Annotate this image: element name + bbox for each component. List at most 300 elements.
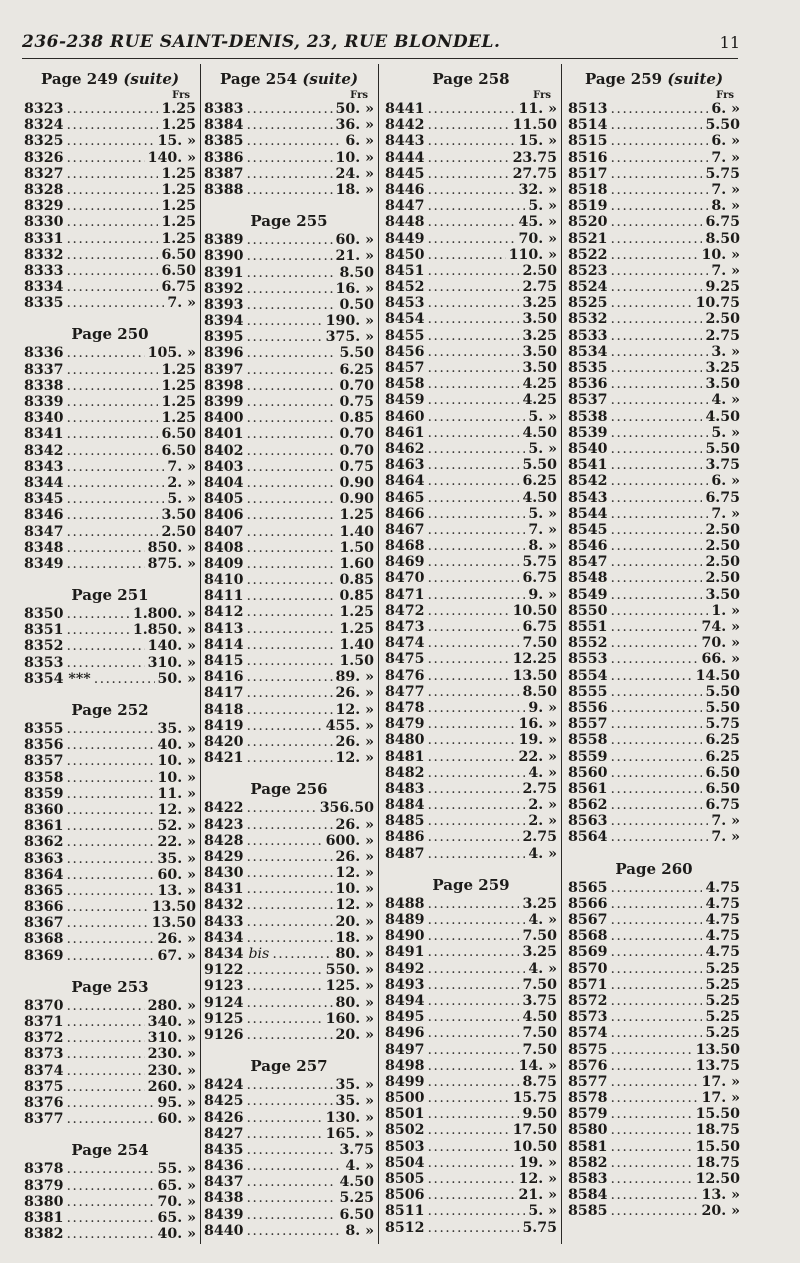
price-entry (24, 556, 196, 572)
price-value: 4.75 (705, 879, 740, 896)
lot-number: 8513 (568, 101, 608, 117)
price-entry (385, 846, 557, 862)
leader-dots (247, 362, 337, 378)
leader-dots (67, 1210, 155, 1226)
price-entry (24, 770, 196, 786)
price-entry (568, 668, 740, 684)
lot-number: 8435 (204, 1141, 244, 1158)
section-heading: Page 250 (71, 325, 149, 344)
price-value: 3.50 (522, 311, 557, 328)
lot-number: 8405 (204, 491, 244, 508)
lot-number: 8421 (204, 750, 244, 767)
lot-number: 8383 (204, 101, 244, 117)
price-value: 4.75 (705, 895, 740, 912)
price-entry (568, 1155, 740, 1171)
lot-number: 8441 (385, 101, 425, 117)
leader-dots (67, 426, 159, 442)
section-heading: Page 259 (suite) (584, 70, 724, 88)
leader-dots (247, 540, 337, 556)
lot-number: 9123 (204, 978, 244, 995)
lot-number: 8515 (568, 133, 608, 150)
price-entry (568, 473, 740, 489)
lot-number: 8330 (24, 214, 64, 231)
price-entry (24, 475, 196, 491)
price-value: 6.50 (705, 764, 740, 781)
leader-dots (428, 182, 516, 198)
leader-dots (611, 977, 703, 993)
price-entry (24, 1226, 196, 1242)
price-value: 6. » (711, 473, 740, 490)
price-value: 23.75 (512, 149, 557, 166)
price-entry (204, 962, 374, 978)
price-value: 6.75 (522, 570, 557, 587)
lot-number: 8472 (385, 602, 425, 619)
price-value: 600. » (325, 832, 374, 849)
lot-number: 8391 (204, 264, 244, 281)
price-value: 5. » (711, 424, 740, 441)
section-spacer (24, 964, 196, 972)
price-value: 3.25 (522, 944, 557, 961)
price-entry (385, 295, 557, 311)
leader-dots (611, 896, 703, 912)
leader-dots (611, 716, 703, 732)
price-entry (385, 1155, 557, 1171)
lot-number: 8571 (568, 976, 608, 993)
leader-dots (247, 150, 333, 166)
price-value: 5. » (528, 198, 557, 215)
lot-number: 8466 (385, 505, 425, 522)
price-entry (568, 506, 740, 522)
leader-dots (611, 829, 709, 845)
price-value: 5.25 (705, 1025, 740, 1042)
leader-dots (611, 117, 703, 133)
price-value: 7. » (711, 829, 740, 846)
price-value: 1.25 (161, 377, 196, 394)
price-value: 15.75 (512, 1090, 557, 1107)
lot-number: 9125 (204, 1010, 244, 1027)
price-entry (568, 896, 740, 912)
price-entry (568, 944, 740, 960)
price-value: 4. » (528, 764, 557, 781)
lot-number: 8570 (568, 960, 608, 977)
leader-dots (247, 1011, 323, 1027)
price-value: 15. » (157, 133, 196, 150)
currency-label: Frs (716, 90, 734, 101)
leader-dots (247, 995, 333, 1011)
leader-dots (247, 1142, 337, 1158)
price-entry (568, 716, 740, 732)
price-entry (24, 540, 196, 556)
leader-dots (247, 702, 333, 718)
price-entry (568, 263, 740, 279)
price-entry (568, 1203, 740, 1219)
price-entry (568, 1090, 740, 1106)
lot-number: 8479 (385, 716, 425, 733)
leader-dots (67, 1194, 155, 1210)
leader-dots (67, 1161, 155, 1177)
price-entry (568, 1009, 740, 1025)
price-entry (204, 604, 374, 620)
price-value: 1.25 (161, 181, 196, 198)
leader-dots (428, 603, 510, 619)
lot-number: 8360 (24, 801, 64, 818)
price-entry (568, 570, 740, 586)
currency-label: Frs (533, 90, 551, 101)
lot-number: 8343 (24, 458, 64, 475)
price-value: 1.25 (339, 620, 374, 637)
leader-dots (247, 897, 333, 913)
section-heading: Page 254 (suite) (219, 70, 359, 88)
leader-dots (247, 833, 323, 849)
price-entry (204, 702, 374, 718)
leader-dots (428, 912, 526, 928)
price-entry (568, 409, 740, 425)
section-heading: Page 260 (615, 859, 693, 878)
price-entry (204, 849, 374, 865)
price-value: 340. » (147, 1014, 196, 1030)
price-value: 70. » (518, 230, 557, 247)
price-entry (24, 899, 196, 915)
section-heading: Page 249 (suite) (40, 70, 180, 88)
price-entry (204, 1077, 374, 1093)
price-value: 2.50 (705, 521, 740, 538)
price-entry (385, 1009, 557, 1025)
price-entry (24, 410, 196, 426)
leader-dots (611, 166, 703, 182)
lot-number: 8354 *** (24, 670, 91, 687)
price-value: 2.50 (161, 523, 196, 540)
lot-number: 8334 (24, 279, 64, 296)
leader-dots (428, 198, 526, 214)
leader-dots (67, 1226, 155, 1242)
leader-dots (611, 311, 703, 327)
lot-number: 8559 (568, 748, 608, 765)
price-entry (204, 362, 374, 378)
price-value: 5. » (528, 505, 557, 522)
lot-number: 8482 (385, 764, 425, 781)
lot-number: 8437 (204, 1174, 244, 1191)
price-value: 12. » (335, 701, 374, 718)
lot-number: 8555 (568, 683, 608, 700)
lot-number: 8412 (204, 604, 244, 621)
price-value: 15.50 (695, 1138, 740, 1155)
leader-dots (611, 961, 703, 977)
leader-dots (67, 231, 159, 247)
price-value: 15.50 (695, 1106, 740, 1123)
lot-number: 8411 (204, 588, 244, 605)
lot-number: 8550 (568, 602, 608, 619)
lot-number: 8395 (204, 329, 244, 346)
price-entry (24, 295, 196, 311)
price-entry (568, 993, 740, 1009)
price-entry (204, 459, 374, 475)
lot-number: 8443 (385, 133, 425, 150)
lot-number: 8457 (385, 360, 425, 376)
price-entry (204, 491, 374, 507)
lot-number: 8514 (568, 117, 608, 134)
lot-number: 8489 (385, 912, 425, 928)
leader-dots (428, 538, 526, 554)
price-entry (24, 671, 196, 687)
price-entry (385, 1171, 557, 1187)
leader-dots (611, 214, 703, 230)
price-value: 9. » (528, 699, 557, 716)
leader-dots (611, 1058, 693, 1074)
leader-dots (611, 1203, 699, 1219)
price-entry (568, 376, 740, 392)
lot-number: 8454 (385, 311, 425, 328)
price-entry (385, 603, 557, 619)
leader-dots (428, 214, 516, 230)
lot-number: 8440 (204, 1222, 244, 1239)
lot-number: 8341 (24, 426, 64, 443)
leader-dots (67, 818, 155, 834)
leader-dots (247, 865, 333, 881)
price-entry (385, 247, 557, 263)
price-entry (568, 1042, 740, 1058)
leader-dots (428, 684, 520, 700)
price-value: 1. » (711, 602, 740, 619)
price-value: 3.25 (522, 327, 557, 344)
leader-dots (67, 198, 159, 214)
price-entry (385, 360, 557, 376)
lot-number: 8535 (568, 360, 608, 376)
price-value: 5.75 (705, 165, 740, 182)
price-entry (568, 651, 740, 667)
lot-number: 8551 (568, 619, 608, 635)
lot-number: 8442 (385, 117, 425, 134)
lot-number: 8456 (385, 343, 425, 360)
price-entry (204, 1011, 374, 1027)
price-value: 1.40 (339, 636, 374, 653)
price-value: 13. » (701, 1187, 740, 1204)
price-value: 110. » (508, 246, 557, 263)
price-entry (204, 1158, 374, 1174)
leader-dots (247, 1093, 333, 1109)
section-spacer (24, 311, 196, 319)
price-value: 850. » (147, 539, 196, 556)
leader-dots (247, 133, 343, 149)
price-entry (204, 946, 374, 962)
lot-number: 8396 (204, 345, 244, 362)
price-value: 190. » (325, 313, 374, 330)
price-value: 7. » (167, 458, 196, 475)
price-value: 5.25 (705, 960, 740, 977)
price-value: 52. » (157, 818, 196, 835)
lot-number: 8368 (24, 931, 64, 948)
leader-dots (428, 1042, 520, 1058)
price-value: 40. » (157, 1226, 196, 1243)
price-value: 2.50 (705, 570, 740, 587)
price-value: 18.75 (695, 1122, 740, 1139)
leader-dots (428, 570, 520, 586)
price-entry (204, 329, 374, 345)
leader-dots (247, 1110, 323, 1126)
price-entry (204, 734, 374, 750)
price-value: 18. » (335, 929, 374, 946)
lot-number: 8562 (568, 797, 608, 814)
price-value: 27.75 (512, 165, 557, 182)
leader-dots (247, 669, 333, 685)
lot-number: 8432 (204, 897, 244, 914)
lot-number: 8422 (204, 800, 244, 817)
leader-dots (611, 490, 703, 506)
lot-number: 8532 (568, 311, 608, 328)
price-value: 9.50 (522, 1106, 557, 1123)
price-entry (24, 279, 196, 295)
lot-number: 8496 (385, 1025, 425, 1042)
lot-number: 8438 (204, 1190, 244, 1207)
lot-number: 8494 (385, 992, 425, 1009)
price-entry (385, 912, 557, 928)
lot-number: 8477 (385, 683, 425, 700)
price-value: 20. » (335, 913, 374, 930)
price-value: 16. » (518, 716, 557, 733)
lot-number: 8524 (568, 279, 608, 296)
section-spacer (385, 862, 557, 870)
price-value: 1.25 (161, 117, 196, 134)
leader-dots (428, 1058, 516, 1074)
price-entry (568, 912, 740, 928)
leader-dots (428, 797, 526, 813)
price-entry (385, 1025, 557, 1041)
price-entry (385, 993, 557, 1009)
price-value: 375. » (325, 329, 374, 346)
price-entry (24, 133, 196, 149)
price-entry (385, 328, 557, 344)
price-value: 5.50 (705, 699, 740, 716)
leader-dots (611, 1139, 693, 1155)
price-value: 40. » (157, 737, 196, 754)
price-entry (568, 457, 740, 473)
leader-dots (611, 150, 709, 166)
leader-dots (247, 475, 337, 491)
lot-number: 8371 (24, 1014, 64, 1030)
price-entry (385, 896, 557, 912)
lot-number: 8561 (568, 780, 608, 797)
price-entry (568, 295, 740, 311)
leader-dots (247, 653, 337, 669)
price-value: 12. » (335, 865, 374, 882)
leader-dots (428, 457, 520, 473)
price-value: 8.50 (705, 230, 740, 247)
lot-number: 8329 (24, 198, 64, 215)
leader-dots (67, 475, 165, 491)
price-value: 18.75 (695, 1154, 740, 1171)
leader-dots (428, 101, 516, 117)
price-value: 13.75 (695, 1057, 740, 1074)
price-value: 10.50 (512, 602, 557, 619)
leader-dots (611, 700, 703, 716)
leader-dots (428, 117, 510, 133)
price-entry (385, 700, 557, 716)
price-value: 6.75 (522, 619, 557, 635)
lot-number: 8538 (568, 408, 608, 425)
price-entry (24, 345, 196, 361)
section-spacer (24, 1127, 196, 1135)
lot-number: 8522 (568, 246, 608, 263)
leader-dots (611, 522, 703, 538)
leader-dots (428, 928, 520, 944)
lot-number: 8402 (204, 442, 244, 459)
lot-number: 8434 bis (204, 946, 270, 962)
price-value: 7.50 (522, 635, 557, 652)
price-entry (24, 851, 196, 867)
currency-label: Frs (172, 90, 190, 101)
price-entry (24, 915, 196, 931)
leader-dots (94, 671, 155, 687)
leader-dots (428, 150, 510, 166)
section-spacer (568, 846, 740, 854)
lot-number: 8403 (204, 458, 244, 475)
leader-dots (428, 279, 520, 295)
price-entry (24, 786, 196, 802)
price-entry (204, 394, 374, 410)
price-value: 6.75 (705, 489, 740, 506)
price-value: 4. » (528, 912, 557, 928)
price-entry (568, 198, 740, 214)
price-value: 3.75 (339, 1141, 374, 1158)
leader-dots (247, 378, 337, 394)
leader-dots (67, 1079, 145, 1095)
price-value: 10. » (335, 149, 374, 166)
price-entry (204, 817, 374, 833)
lot-number: 8373 (24, 1046, 64, 1063)
leader-dots (247, 962, 323, 978)
leader-dots (67, 524, 159, 540)
price-value: 3.25 (522, 895, 557, 912)
price-value: 65. » (157, 1177, 196, 1194)
lot-number: 8333 (24, 262, 64, 279)
leader-dots (611, 506, 709, 522)
lot-number: 8444 (385, 149, 425, 166)
lot-number: 8423 (204, 816, 244, 833)
price-entry (24, 1194, 196, 1210)
leader-dots (67, 638, 145, 654)
price-value: 55. » (157, 1161, 196, 1178)
leader-dots (247, 1027, 333, 1043)
lot-number: 8326 (24, 149, 64, 166)
price-entry (385, 166, 557, 182)
price-value: 4.50 (522, 424, 557, 441)
leader-dots (67, 214, 159, 230)
price-entry (568, 829, 740, 845)
price-value: 6.50 (161, 426, 196, 443)
leader-dots (247, 101, 333, 117)
lot-number: 8397 (204, 361, 244, 378)
price-entry (568, 684, 740, 700)
column-divider (200, 64, 201, 1244)
leader-dots (428, 295, 520, 311)
bis-marker: bis (248, 946, 270, 962)
lot-number: 8414 (204, 636, 244, 653)
lot-number: 8451 (385, 262, 425, 279)
leader-dots (247, 313, 323, 329)
leader-dots (67, 931, 155, 947)
leader-dots (428, 1106, 520, 1122)
leader-dots (428, 993, 520, 1009)
price-value: 5. » (528, 1203, 557, 1220)
price-value: 7.50 (522, 1041, 557, 1058)
lot-number: 8574 (568, 1025, 608, 1042)
leader-dots (611, 619, 699, 635)
lot-number: 9122 (204, 962, 244, 979)
price-entry (568, 1106, 740, 1122)
leader-dots (428, 441, 526, 457)
price-entry (385, 214, 557, 230)
leader-dots (67, 1030, 145, 1046)
price-entry (24, 753, 196, 769)
